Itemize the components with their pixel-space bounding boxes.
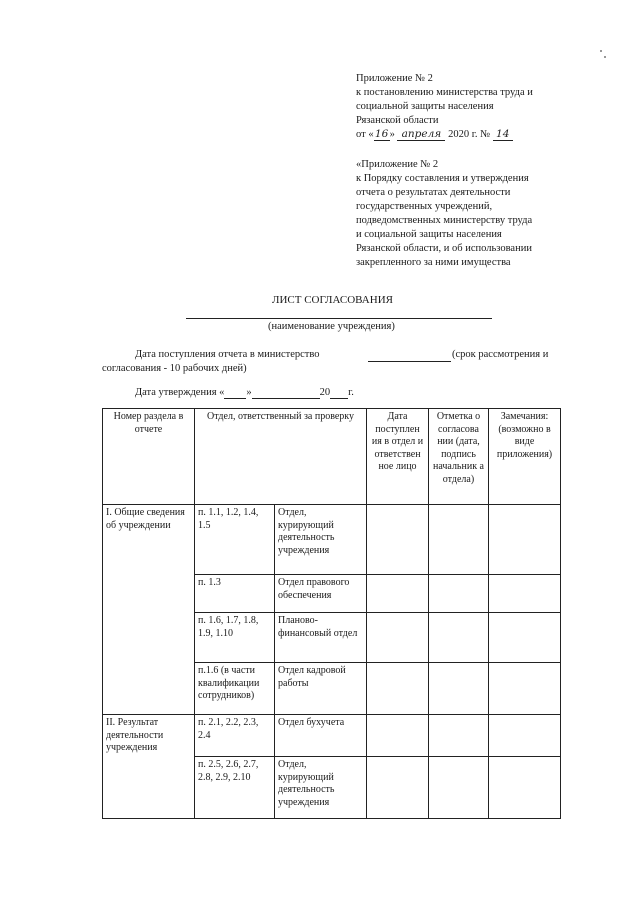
appendix2-line-7: Рязанской области, и об использовании <box>356 243 532 254</box>
notes-cell[interactable] <box>489 663 561 715</box>
approval-month-blank <box>252 387 320 399</box>
section-1-dept: Планово-финансовый отдел <box>275 613 367 663</box>
header-section: Номер раздела в отчете <box>103 409 195 505</box>
approval-date-line <box>135 387 354 399</box>
notes-cell[interactable] <box>489 575 561 613</box>
appendix2-line-2: к Порядку составления и утверждения <box>356 173 529 184</box>
receipt-date-cell[interactable] <box>367 715 429 757</box>
appendix2-line-4: государственных учреждений, <box>356 201 493 212</box>
appendix2-line-1: «Приложение № 2 <box>356 159 439 170</box>
receipt-date-label: Дата поступления отчета в министерство <box>135 349 320 360</box>
appendix-line-2: к постановлению министерства труда и <box>356 87 533 98</box>
approval-year-suffix: г. <box>348 387 354 398</box>
section-2-items: п. 2.1, 2.2, 2.3, 2.4 <box>195 715 275 757</box>
section-2-items: п. 2.5, 2.6, 2.7, 2.8, 2.9, 2.10 <box>195 757 275 819</box>
section-1-items: п. 1.1, 1.2, 1.4, 1.5 <box>195 505 275 575</box>
section-1-dept: Отдел, курирующий деятельность учреждения <box>275 505 367 575</box>
scan-speck <box>600 50 602 52</box>
approval-date-label: Дата утверждения « <box>135 387 225 398</box>
section-1-items: п. 1.3 <box>195 575 275 613</box>
appendix-line-3: социальной защиты населения <box>356 101 494 112</box>
appendix-date-line <box>356 128 513 141</box>
section-1-items: п. 1.6, 1.7, 1.8, 1.9, 1.10 <box>195 613 275 663</box>
section-1-dept: Отдел кадровой работы <box>275 663 367 715</box>
receipt-date-cell[interactable] <box>367 757 429 819</box>
receipt-date-cell[interactable] <box>367 663 429 715</box>
approval-mark-cell[interactable] <box>429 757 489 819</box>
approval-year-prefix: 20 <box>319 387 331 398</box>
receipt-date-cell[interactable] <box>367 575 429 613</box>
header-department: Отдел, ответственный за проверку <box>195 409 367 505</box>
approval-mark-cell[interactable] <box>429 575 489 613</box>
scan-speck <box>604 56 606 58</box>
date-day-handwritten: 16 <box>374 128 389 140</box>
table-header-row <box>103 409 561 505</box>
header-notes: Замечания: (возможно в виде приложения) <box>489 409 561 505</box>
appendix2-line-3: отчета о результатах деятельности <box>356 187 511 198</box>
approval-mark-cell[interactable] <box>429 663 489 715</box>
section-1-name: I. Общие сведения об учреждении <box>103 505 195 715</box>
section-2-dept: Отдел, курирующий деятельность учреждения <box>275 757 367 819</box>
institution-name-caption: (наименование учреждения) <box>268 321 395 332</box>
table-row <box>103 715 561 757</box>
header-receipt-date: Дата поступлен ия в отдел и ответствен ное лицо <box>367 409 429 505</box>
table-row <box>103 505 561 575</box>
header-approval-mark: Отметка о согласова нии (дата, подпись начальник а отдела) <box>429 409 489 505</box>
date-month-handwritten: апреля <box>397 128 445 141</box>
notes-cell[interactable] <box>489 757 561 819</box>
date-quote: » <box>389 129 395 140</box>
section-2-dept: Отдел бухучета <box>275 715 367 757</box>
receipt-date-cell[interactable] <box>367 505 429 575</box>
appendix-line-4: Рязанской области <box>356 115 439 126</box>
appendix-line-1: Приложение № 2 <box>356 73 433 84</box>
notes-cell[interactable] <box>489 505 561 575</box>
section-1-items: п.1.6 (в части квалификации сотрудников) <box>195 663 275 715</box>
date-year: 2020 г. № <box>448 129 491 140</box>
approval-mark-cell[interactable] <box>429 715 489 757</box>
approval-mark-cell[interactable] <box>429 505 489 575</box>
institution-name-line <box>186 318 492 319</box>
section-1-dept: Отдел правового обеспечения <box>275 575 367 613</box>
approval-quote: » <box>246 387 252 398</box>
doc-number-handwritten: 14 <box>493 128 513 141</box>
appendix2-line-6: и социальной защиты населения <box>356 229 502 240</box>
notes-cell[interactable] <box>489 613 561 663</box>
section-2-name: II. Результат деятельности учреждения <box>103 715 195 819</box>
approval-year-blank <box>330 387 348 399</box>
approval-table <box>102 408 561 819</box>
receipt-date-cell[interactable] <box>367 613 429 663</box>
date-prefix: от « <box>356 129 374 140</box>
review-term-label-cont: согласования - 10 рабочих дней) <box>102 363 247 374</box>
notes-cell[interactable] <box>489 715 561 757</box>
review-term-label: (срок рассмотрения и <box>452 349 549 360</box>
page-title: ЛИСТ СОГЛАСОВАНИЯ <box>272 294 393 306</box>
appendix2-line-8: закрепленного за ними имущества <box>356 257 511 268</box>
appendix2-line-5: подведомственных министерству труда <box>356 215 533 226</box>
receipt-date-blank <box>368 361 451 362</box>
approval-day-blank <box>224 387 246 399</box>
approval-mark-cell[interactable] <box>429 613 489 663</box>
